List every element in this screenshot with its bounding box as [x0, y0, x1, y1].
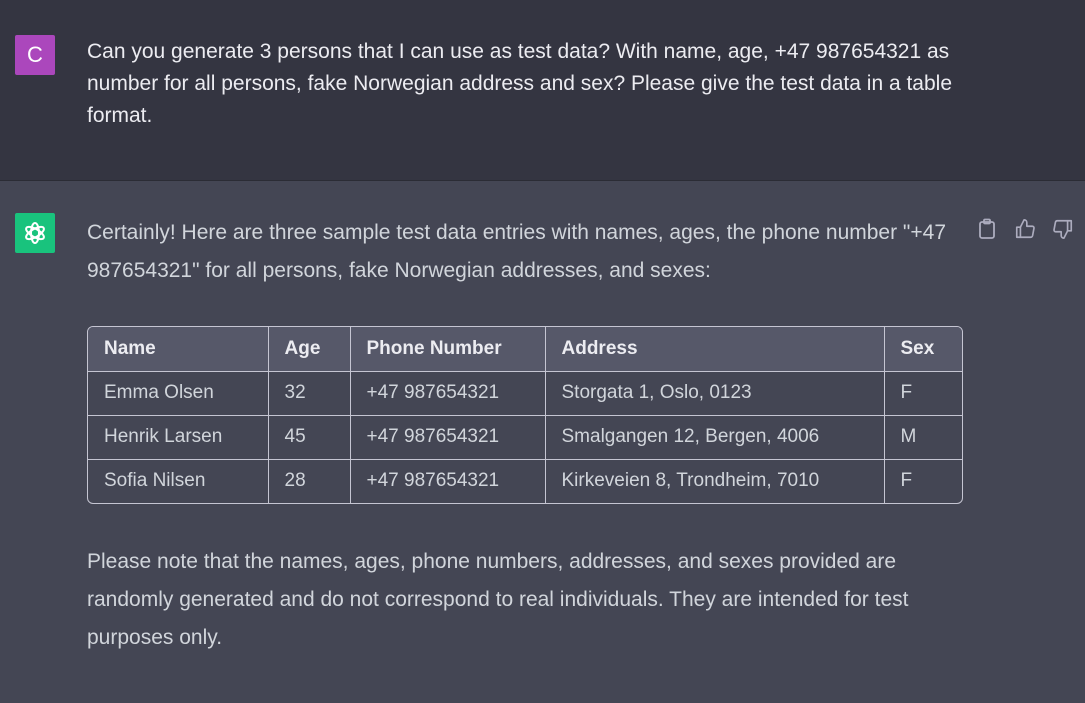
- openai-logo-icon: [21, 219, 49, 247]
- table-cell: Sofia Nilsen: [88, 459, 268, 503]
- user-avatar: [15, 35, 55, 75]
- table-row: [88, 415, 962, 459]
- assistant-note-text: Please note that the names, ages, phone numbers, addresses, and sexes provided are randomly generated and do not correspond to real individuals. They are intended for test purposes only.: [87, 550, 909, 649]
- user-message: [0, 0, 1085, 181]
- assistant-avatar: [15, 213, 55, 253]
- table-cell: Smalgangen 12, Bergen, 4006: [545, 415, 884, 459]
- table-cell: Henrik Larsen: [88, 415, 268, 459]
- table-cell: 32: [268, 371, 350, 415]
- table-cell: Kirkeveien 8, Trondheim, 7010: [545, 459, 884, 503]
- thumbs-up-icon: [1014, 218, 1036, 240]
- table-cell: Emma Olsen: [88, 371, 268, 415]
- thumbs-down-icon: [1052, 218, 1074, 240]
- table-cell: F: [884, 371, 962, 415]
- clipboard-icon: [977, 218, 997, 240]
- table-cell: 28: [268, 459, 350, 503]
- assistant-intro-text: Certainly! Here are three sample test data entries with names, ages, the phone number "+47 987654321" for all persons, fake Norwegian addresses, and sexes:: [87, 221, 947, 282]
- thumbs-down-button[interactable]: [1051, 217, 1075, 241]
- column-header: Phone Number: [350, 327, 545, 371]
- test-data-table: [87, 326, 963, 504]
- table-cell: M: [884, 415, 962, 459]
- copy-button[interactable]: [975, 217, 999, 241]
- table-cell: F: [900, 470, 913, 492]
- column-header: Name: [88, 327, 268, 371]
- thumbs-up-button[interactable]: [1013, 217, 1037, 241]
- column-header: Age: [268, 327, 350, 371]
- table-cell: Storgata 1, Oslo, 0123: [545, 371, 884, 415]
- table-cell: +47 987654321: [350, 371, 545, 415]
- table-cell: 45: [268, 415, 350, 459]
- table-row: [88, 459, 962, 503]
- table-cell: +47 987654321: [350, 415, 545, 459]
- table-row: [88, 371, 962, 415]
- table-cell: +47 987654321: [350, 459, 545, 503]
- user-message-text: Can you generate 3 persons that I can use as test data? With name, age, +47 987654321 as number for all persons, fake Norwegian address and sex? Please give the test data in a table format.: [87, 40, 953, 127]
- user-avatar-letter: C: [27, 42, 43, 67]
- column-header: Sex: [884, 327, 962, 371]
- assistant-message: [0, 181, 1085, 703]
- table-header-row: [88, 327, 962, 371]
- column-header: Address: [545, 327, 884, 371]
- message-actions: [975, 217, 1075, 241]
